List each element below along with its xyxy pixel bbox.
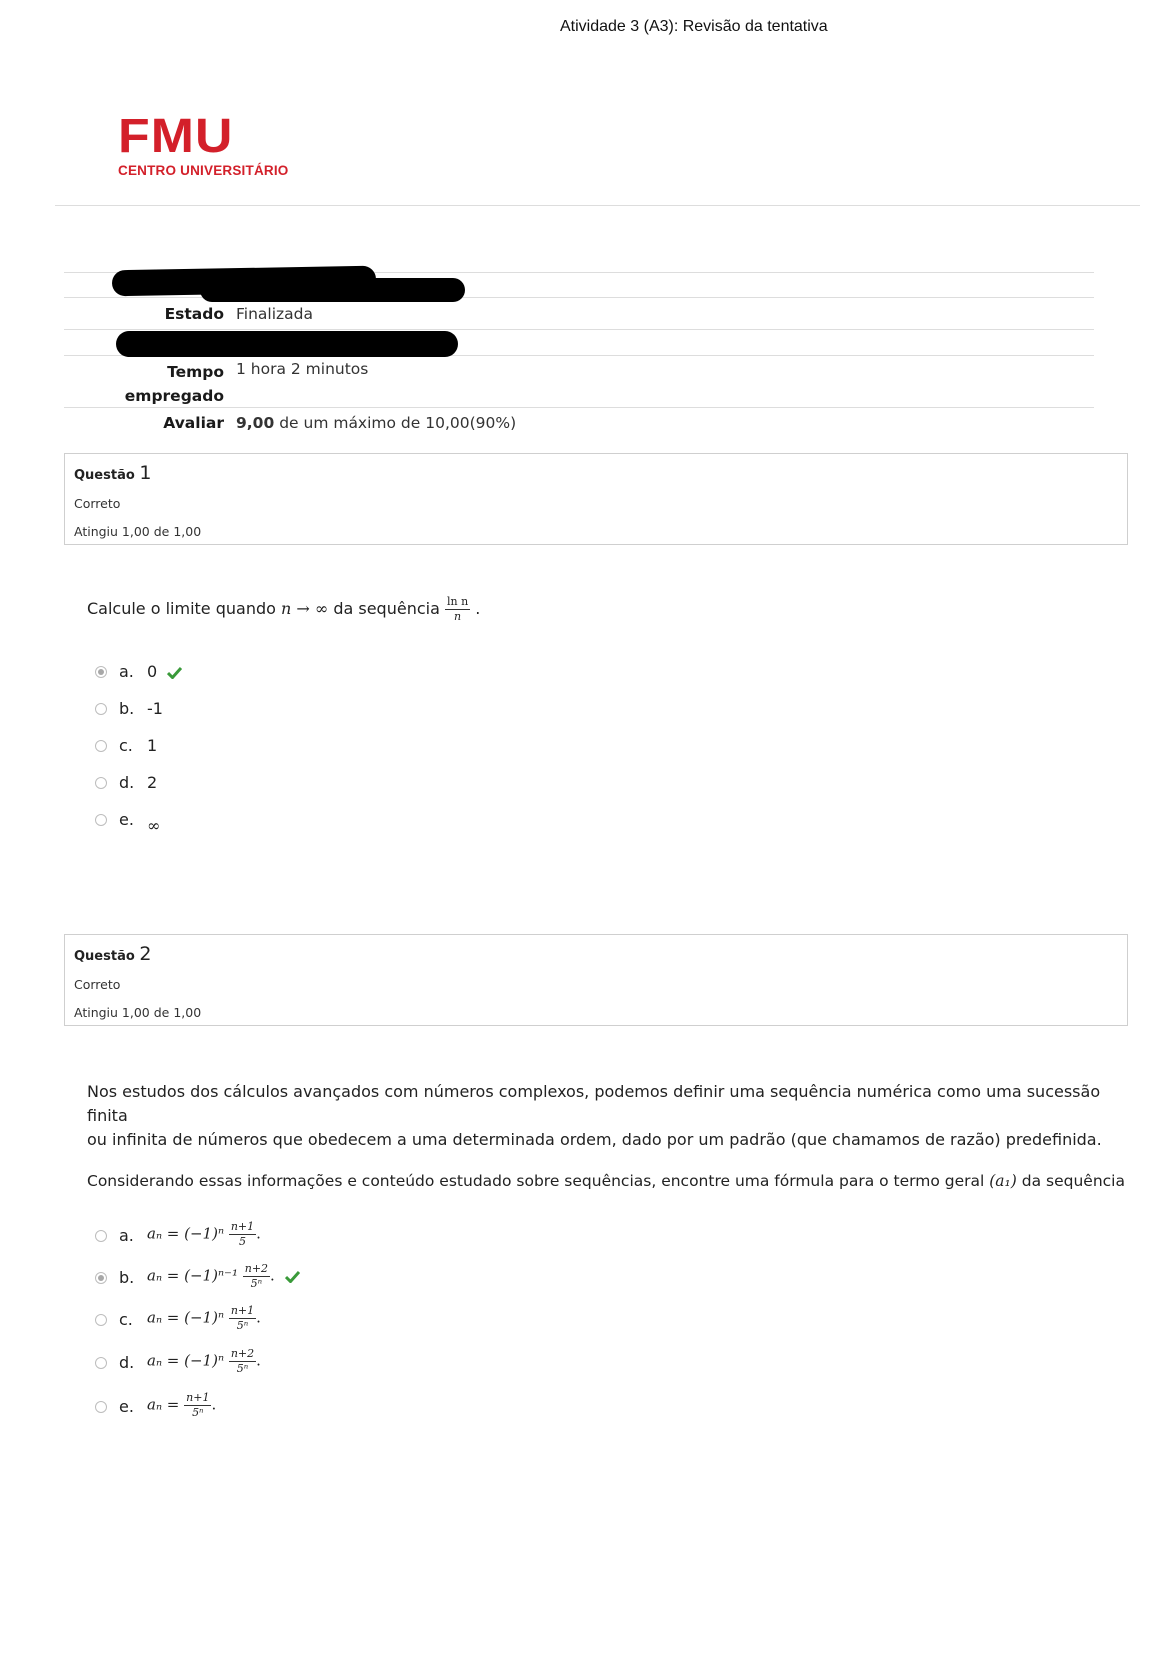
frac-num: n+1 [186, 1391, 210, 1404]
question-1-info [64, 453, 1128, 545]
estado-label: Estado [164, 305, 224, 323]
check-icon [285, 1270, 300, 1283]
question-number-value: 1 [139, 462, 152, 484]
question-grade: Atingiu 1,00 de 1,00 [74, 1005, 202, 1020]
option-answer: ∞ [147, 816, 161, 835]
option-fraction [243, 1262, 270, 1291]
frac-num: n+1 [230, 1220, 255, 1233]
option-fraction [184, 1391, 211, 1420]
option-answer: -1 [147, 699, 163, 718]
option-letter: c. [119, 1310, 133, 1329]
option-letter: e. [119, 1397, 134, 1416]
radio-selected[interactable] [95, 666, 107, 678]
frac-den: 5 [238, 1235, 246, 1248]
frac-den: 5ⁿ [192, 1406, 204, 1419]
q2-para1-line2: ou infinita de números que obedecem a uma determinada ordem, dado por um padrão (que chamamos de razão) predefinida. [87, 1130, 1102, 1149]
radio-button[interactable] [95, 1230, 107, 1242]
q2-para1-line1: Nos estudos dos cálculos avançados com números complexos, podemos definir uma sequência numérica como uma sucessão finita [87, 1082, 1101, 1125]
fmu-logo [118, 110, 289, 178]
estado-value: Finalizada [236, 305, 314, 323]
summary-divider [64, 329, 1094, 330]
avaliar-rest: de um máximo de 10,00(90%) [279, 414, 517, 432]
option-letter: b. [119, 699, 135, 718]
option-fraction [229, 1347, 256, 1376]
frac-num: n+2 [230, 1347, 255, 1360]
q1-frac-num: ln n [446, 595, 469, 608]
option-answer: 2 [147, 773, 158, 792]
option-letter: b. [119, 1268, 135, 1287]
option-answer: 1 [147, 736, 158, 755]
logo-mark: FMU [118, 110, 234, 163]
tempo-value: 1 hora 2 minutos [236, 360, 369, 378]
question-2-paragraph-1 [87, 1080, 1127, 1152]
q2-para2-after: da sequência [1021, 1172, 1125, 1190]
avaliar-score: 9,00 [236, 414, 275, 432]
q1-frac-den: n [454, 610, 462, 623]
option-letter: d. [119, 1353, 135, 1372]
option-lhs: aₙ = (−1)ⁿ⁻¹ [147, 1266, 238, 1285]
redaction-mark [200, 278, 465, 302]
q1-text-before: Calcule o limite quando [87, 599, 276, 618]
header-divider [55, 205, 1140, 206]
tempo-label-line1: Tempo [167, 363, 224, 381]
frac-den: 5ⁿ [236, 1362, 249, 1375]
option-answer: aₙ = (−1)ⁿ⁻¹ $\frac{n+2}{\text{5ⁿ}}$ . [147, 1262, 300, 1291]
question-label: Questão [74, 949, 135, 964]
radio-button[interactable] [95, 1357, 107, 1369]
radio-button[interactable] [95, 777, 107, 789]
option-letter: a. [119, 1226, 134, 1245]
q1-text-middle: da sequência [333, 599, 440, 618]
option-fraction [229, 1304, 256, 1333]
tempo-label-line2: empregado [124, 387, 224, 405]
option-answer: aₙ = (−1)ⁿ $\frac{n+1}{\text{5ⁿ}}$ . [147, 1304, 261, 1332]
question-state: Correto [74, 496, 121, 511]
frac-den: 5ⁿ [250, 1277, 263, 1290]
option-letter: e. [119, 810, 134, 829]
option-letter: c. [119, 736, 133, 755]
option-answer: aₙ = $\frac{n+1}{\text{5ⁿ}}$ . [147, 1391, 217, 1419]
option-lhs: aₙ = (−1)ⁿ [147, 1224, 225, 1243]
frac-den: 5ⁿ [236, 1319, 249, 1332]
option-lhs: aₙ = [147, 1395, 180, 1414]
question-label: Questão [74, 468, 135, 483]
option-lhs: aₙ = (−1)ⁿ [147, 1351, 225, 1370]
radio-button[interactable] [95, 1401, 107, 1413]
redaction-mark [116, 331, 458, 357]
question-1-text [87, 595, 480, 624]
question-number-value: 2 [139, 943, 152, 965]
option-answer: aₙ = (−1)ⁿ $\frac{n+2}{\text{5ⁿ}}$ . [147, 1347, 261, 1375]
avaliar-label: Avaliar [163, 414, 224, 432]
option-answer-text: 0 [147, 662, 158, 681]
summary-divider [64, 407, 1094, 408]
logo-subtitle: CENTRO UNIVERSITÁRIO [118, 163, 289, 178]
page-header-title: Atividade 3 (A3): Revisão da tentativa [560, 18, 828, 35]
q2-para2-before: Considerando essas informações e conteúdo estudado sobre sequências, encontre uma fórmula para o termo geral [87, 1172, 985, 1190]
question-state: Correto [74, 977, 121, 992]
frac-num: n+2 [244, 1262, 269, 1275]
question-2-paragraph-2 [87, 1169, 1125, 1193]
q1-math-limit: n → ∞ [281, 599, 329, 618]
option-answer: aₙ = (−1)ⁿ $\frac{n+1}{5}$ . [147, 1220, 261, 1248]
q1-text-end: . [475, 599, 481, 618]
q2-para2-math: (a₁) [989, 1172, 1017, 1190]
option-fraction [229, 1220, 256, 1249]
radio-button[interactable] [95, 1314, 107, 1326]
question-number [74, 943, 151, 965]
option-answer [147, 662, 182, 681]
radio-button[interactable] [95, 740, 107, 752]
option-letter: a. [119, 662, 134, 681]
frac-num: n+1 [230, 1304, 255, 1317]
question-number [74, 462, 151, 484]
avaliar-value [236, 414, 516, 432]
radio-button[interactable] [95, 814, 107, 826]
question-grade: Atingiu 1,00 de 1,00 [74, 524, 202, 539]
option-lhs: aₙ = (−1)ⁿ [147, 1308, 225, 1327]
question-2-info [64, 934, 1128, 1026]
radio-selected[interactable] [95, 1272, 107, 1284]
option-letter: d. [119, 773, 135, 792]
tempo-label [64, 360, 224, 408]
radio-button[interactable] [95, 703, 107, 715]
q1-fraction [445, 595, 470, 624]
check-icon [167, 666, 182, 679]
